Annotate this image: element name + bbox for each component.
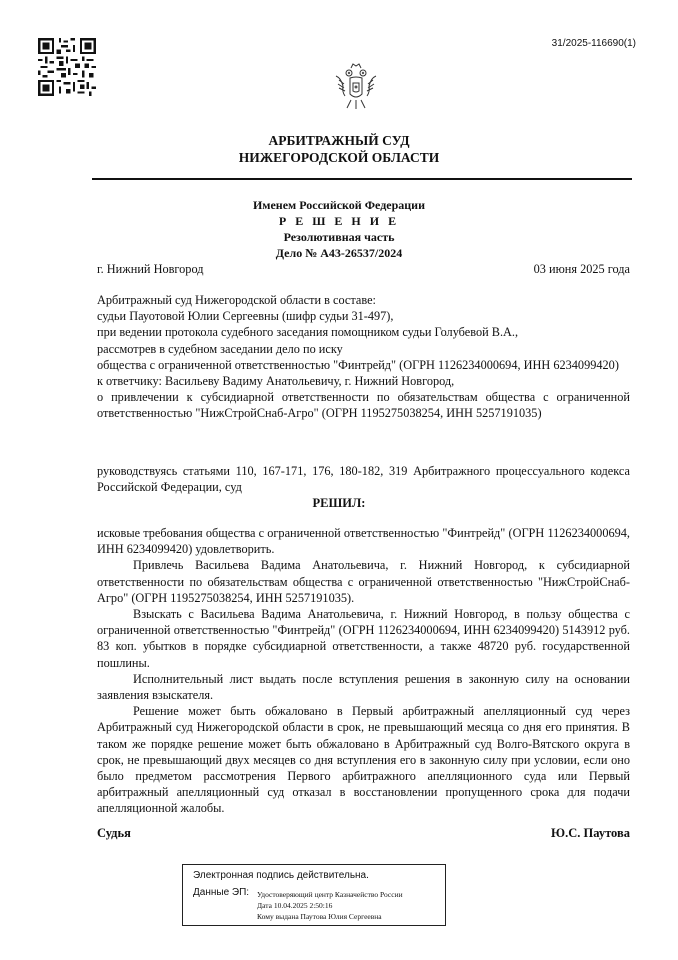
- intro-line: при ведении протокола судебного заседания помощником судьи Голубевой В.А.,: [97, 325, 519, 340]
- ruling-paragraph: Взыскать с Васильева Вадима Анатольевича, г. Нижний Новгород, в пользу общества с ограниченной ответственностью "Финтрейд" (ОГРН 1126234000694, ИНН 6234099420) 5143912 руб. 83 коп. убытков в порядке субсидиарной ответственности, а также 48720 руб. государственной пошлины.: [97, 607, 630, 670]
- guided-by: руководствуясь статьями 110, 167-171, 176, 180-182, 319 Арбитражного процессуального кодекса Российской Федерации, суд: [97, 464, 630, 495]
- city: г. Нижний Новгород: [97, 262, 204, 276]
- stamp-date: Дата 10.04.2025 2:50:16: [257, 901, 333, 910]
- name-of-federation: Именем Российской Федерации: [252, 198, 426, 212]
- decision-date: 03 июня 2025 года: [533, 262, 630, 276]
- ruling-paragraph: Привлечь Васильева Вадима Анатольевича, г. Нижний Новгород, к субсидиарной ответственности по обязательствам общества с ограниченной ответственностью "НижСтройСнаб-Агро" (ОГРН 1195275038254, ИНН 5257191035).: [97, 558, 630, 605]
- header-divider: [92, 178, 632, 180]
- ruling-block: [97, 525, 630, 817]
- court-name-line1: АРБИТРАЖНЫЙ СУД: [268, 133, 410, 148]
- signature-row: [97, 826, 630, 841]
- subject: о привлечении к субсидиарной ответственности по обязательствам общества с ограниченной ответственностью "НижСтройСнаб-Агро" (ОГРН 1195275038254, ИНН 5257191035): [97, 390, 630, 421]
- intro-line: рассмотрев в судебном заседании дело по иску: [97, 341, 343, 356]
- document-number: 31/2025-116690(1): [551, 38, 636, 49]
- coat-of-arms-icon: [333, 62, 379, 112]
- stamp-label: Данные ЭП:: [193, 887, 250, 898]
- stamp-details: [257, 889, 403, 922]
- decision-title: Р Е Ш Е Н И Е: [278, 214, 400, 228]
- claimant: общества с ограниченной ответственностью "Финтрейд" (ОГРН 1126234000694, ИНН 6234099420): [97, 357, 619, 372]
- qr-code-icon: [38, 38, 96, 96]
- resolutive-part: Резолютивная часть: [283, 230, 395, 244]
- intro-line: судьи Пауотовой Юлии Сергеевны (шифр судьи 31-497),: [97, 309, 394, 324]
- court-name-line2: НИЖЕГОРОДСКОЙ ОБЛАСТИ: [238, 150, 440, 165]
- ruling-paragraph: исковые требования общества с ограниченной ответственностью "Финтрейд" (ОГРН 1126234000694, ИНН 6234099420) удовлетворить.: [97, 526, 630, 557]
- intro-line: Арбитражный суд Нижегородской области в составе:: [97, 293, 376, 307]
- case-number: Дело № А43-26537/2024: [275, 246, 403, 260]
- intro-block: [97, 292, 630, 422]
- e-signature-stamp: [182, 864, 446, 926]
- place-date-row: [97, 261, 630, 277]
- defendant: к ответчику: Васильеву Вадиму Анатольевичу, г. Нижний Новгород,: [97, 374, 455, 389]
- signature-role: Судья: [97, 826, 131, 840]
- signature-name: Ю.С. Паутова: [551, 826, 630, 840]
- resolved-heading: РЕШИЛ:: [312, 496, 366, 510]
- ruling-paragraph: Решение может быть обжаловано в Первый арбитражный апелляционный суд через Арбитражный суд Нижегородской области в срок, не превышающий месяца со дня его принятия. В таком же порядке решение может быть обжаловано в Арбитражный суд Волго-Вятского округа в срок, не превышающий двух месяцев со дня вступления его в законную силу при условии, если оно было предметом рассмотрения Первого арбитражного апелляционного суда или Первый арбитражный апелляционный суд отказал в восстановлении пропущенного срока для подачи апелляционной жалобы.: [97, 704, 630, 816]
- stamp-valid-line: Электронная подпись действительна.: [193, 870, 369, 881]
- stamp-issuer: Удостоверяющий центр Казначейство России: [257, 890, 403, 899]
- stamp-owner: Кому выдана Паутова Юлия Сергеевна: [257, 912, 382, 921]
- ruling-paragraph: Исполнительный лист выдать после вступления решения в законную силу на основании заявления взыскателя.: [97, 671, 630, 703]
